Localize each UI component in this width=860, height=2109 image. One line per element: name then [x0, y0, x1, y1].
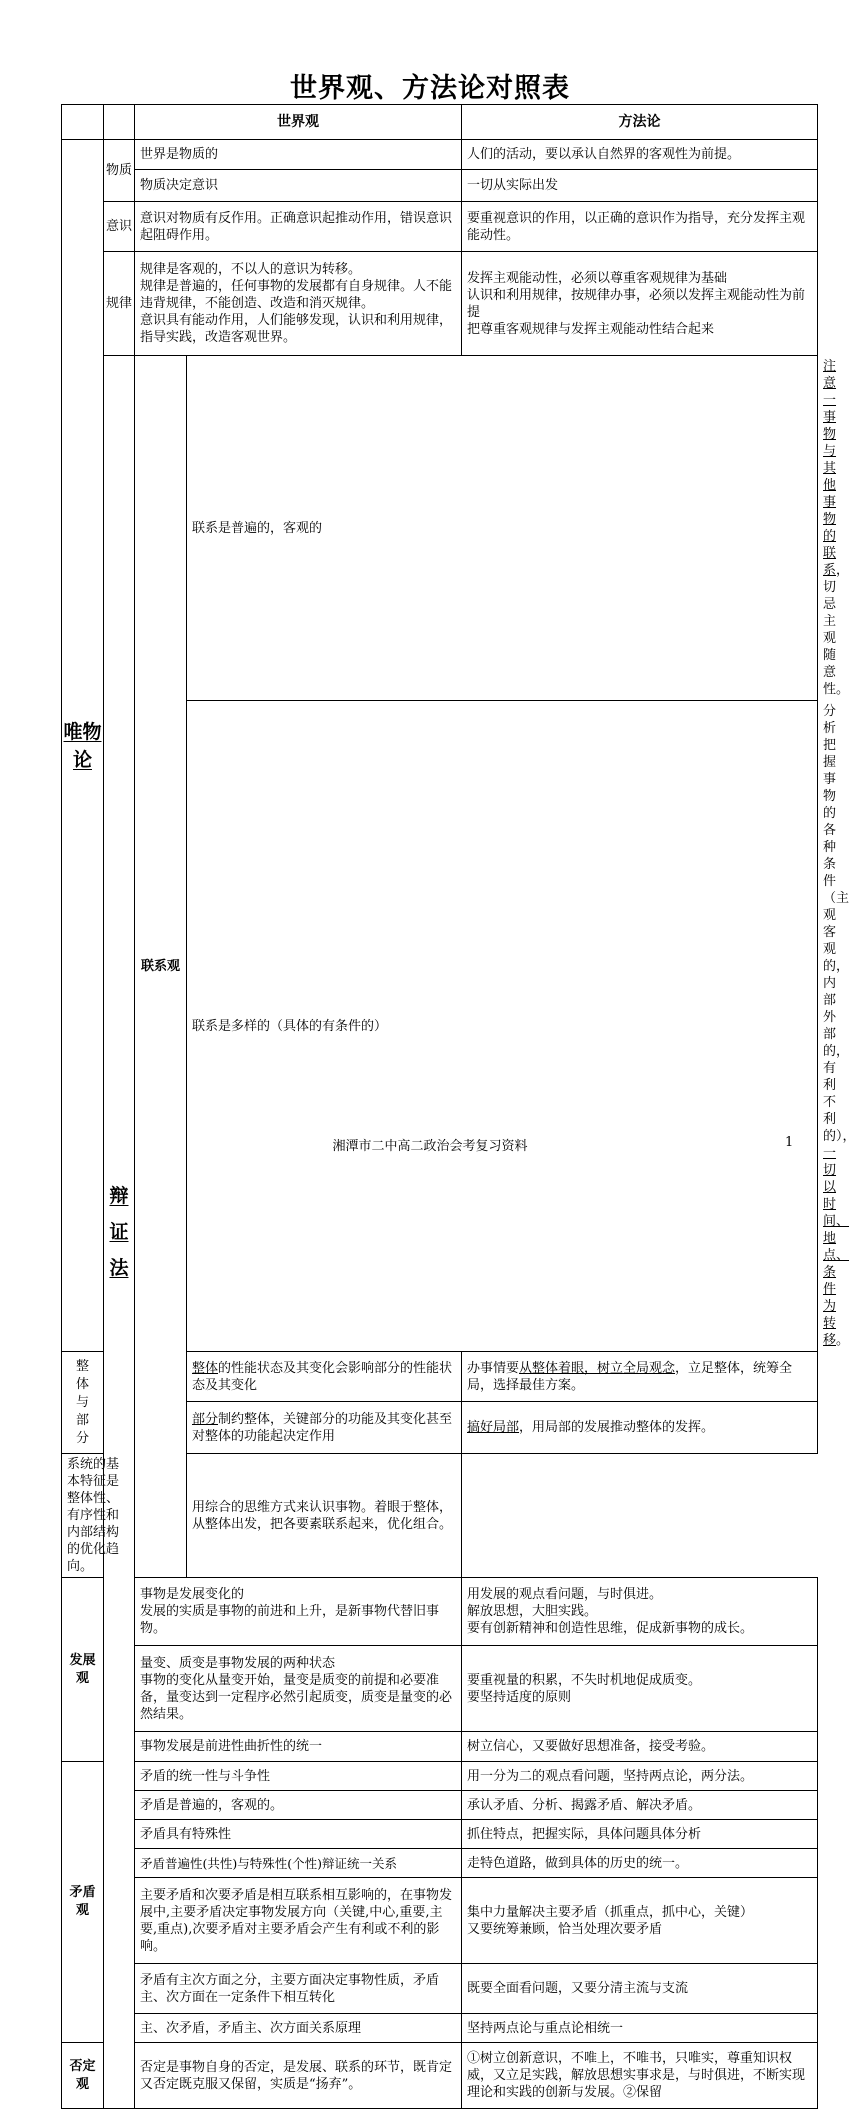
method-cell: 人们的活动，要以承认自然界的客观性为前提。	[462, 140, 818, 170]
table-row	[62, 140, 818, 170]
method-cell: 用综合的思维方式来认识事物。着眼于整体，从整体出发，把各要素联系起来，优化组合。	[187, 1454, 462, 1578]
worldview-cell: 世界是物质的	[135, 140, 462, 170]
method-cell: 走特色道路，做到具体的历史的统一。	[462, 1849, 818, 1878]
section-label: 辩证法	[109, 1185, 129, 1279]
table-row	[62, 1849, 818, 1878]
table-row	[62, 2014, 818, 2043]
worldview-cell	[135, 252, 462, 356]
table-row	[62, 170, 818, 202]
worldview-cell: 矛盾的统一性与斗争性	[135, 1762, 462, 1791]
underlined-text: 整体	[192, 1360, 219, 1376]
text: 制约整体，关键部分的功能及其变化甚至对整体的功能起决定作用	[192, 1411, 453, 1444]
text-line: 解放思想，大胆实践。	[467, 1604, 598, 1619]
method-cell	[462, 1352, 818, 1402]
text-line: 用发展的观点看问题，与时俱进。	[467, 1587, 663, 1602]
text: ，用局部的发展推动整体的发挥。	[519, 1420, 715, 1435]
text-line: 把尊重客观规律与发挥主观能动性结合起来	[467, 321, 715, 337]
worldview-cell: 矛盾是普遍的，客观的。	[135, 1791, 462, 1820]
sub-development: 发展观	[62, 1578, 104, 1762]
method-cell: 承认矛盾、分析、揭露矛盾、解决矛盾。	[462, 1791, 818, 1820]
text-line: 规律是普遍的，任何事物的发展都有自身规律。人不能违背规律，不能创造、改造和消灭规律。	[140, 279, 453, 311]
method-cell: 树立信心，又要做好思想准备，接受考验。	[462, 1732, 818, 1762]
worldview-cell: 系统的基本特征是整体性、有序性和内部结构的优化趋向。	[62, 1454, 135, 1578]
underlined-text: 注意一事物与其他事物的联系	[823, 359, 837, 578]
worldview-cell: 主、次矛盾，矛盾主、次方面关系原理	[135, 2014, 462, 2043]
text-line: 意识具有能动作用，人们能够发现，认识和利用规律，指导实践，改造客观世界。	[140, 313, 453, 345]
text: 。	[836, 1333, 850, 1348]
text-line: 要重视量的积累，不失时机地促成质变。	[467, 1672, 702, 1688]
header-worldview: 世界观	[135, 105, 462, 140]
sub-law: 规律	[104, 252, 135, 356]
text-line: 量变、质变是事物发展的两种状态	[140, 1655, 336, 1671]
text-line: 发挥主观能动性，必须以尊重客观规律为基础	[467, 270, 728, 286]
table-row	[62, 356, 818, 701]
table-row	[62, 1762, 818, 1791]
table-row	[62, 202, 818, 252]
underlined-text: 一切以时间、地点、条件为转移	[823, 1146, 850, 1348]
worldview-cell: 矛盾具有特殊性	[135, 1820, 462, 1849]
method-cell	[462, 1878, 818, 1964]
text: ，立足整体，统筹全局，选择最佳方案。	[467, 1360, 793, 1393]
worldview-cell: 矛盾有主次方面之分，主要方面决定事物性质，矛盾主、次方面在一定条件下相互转化	[135, 1964, 462, 2014]
text-line: 规律是客观的，不以人的意识为转移。	[140, 262, 362, 277]
method-cell	[462, 1578, 818, 1646]
section-dialectics	[104, 356, 135, 2109]
method-cell	[462, 252, 818, 356]
text-line: 要有创新精神和创造性思维，促成新事物的成长。	[467, 1621, 754, 1636]
underlined-text: 从整体着眼，树立全局观念	[519, 1360, 676, 1376]
worldview-cell	[135, 1646, 462, 1732]
table-row	[62, 1964, 818, 2014]
sub-connection: 联系观	[135, 356, 187, 1578]
text: 的性能状态及其变化会影响部分的性能状态及其变化	[192, 1360, 453, 1393]
method-cell: 用一分为二的观点看问题，坚持两点论，两分法。	[462, 1762, 818, 1791]
text-line: 认识和利用规律，按规律办事，必须以发挥主观能动性为前提	[467, 287, 806, 320]
method-cell: 既要全面看问题，又要分清主流与支流	[462, 1964, 818, 2014]
text: 分析把握事物的各种条件（主观客观的，内部外部的，有利不利的），	[823, 704, 856, 1144]
table-row	[62, 1878, 818, 1964]
worldview-cell: 联系是多样的（具体的有条件的）	[187, 701, 818, 1352]
worldview-cell	[135, 1578, 462, 1646]
text-line: 又要统筹兼顾，恰当处理次要矛盾	[467, 1921, 663, 1937]
sub-consciousness: 意识	[104, 202, 135, 252]
table-row	[62, 252, 818, 356]
worldview-cell: 意识对物质有反作用。正确意识起推动作用，错误意识起阻碍作用。	[135, 202, 462, 252]
worldview-cell: 主要矛盾和次要矛盾是相互联系相互影响的，在事物发展中,主要矛盾决定事物发展方向（关键,中心,重要,主要,重点),次要矛盾对主要矛盾会产生有利或不利的影响。	[135, 1878, 462, 1964]
underlined-text: 搞好局部	[467, 1420, 520, 1435]
text: 办事情要	[467, 1360, 520, 1376]
sub-matter: 物质	[104, 140, 135, 202]
worldview-cell: 联系是普遍的，客观的	[187, 356, 818, 701]
method-cell: 要重视意识的作用，以正确的意识作为指导，充分发挥主观能动性。	[462, 202, 818, 252]
page-title: 世界观、方法论对照表	[290, 73, 570, 104]
text-line: 集中力量解决主要矛盾（抓重点，抓中心，关键）	[467, 1904, 754, 1920]
worldview-cell	[187, 1352, 462, 1402]
sub-whole-part: 整体与部分	[62, 1352, 104, 1454]
method-cell: 抓住特点，把握实际，具体问题具体分析	[462, 1820, 818, 1849]
page-number: 1	[785, 1135, 794, 1150]
worldview-cell: 矛盾普遍性(共性)与特殊性(个性)辩证统一关系	[135, 1849, 462, 1878]
header-blank-1	[62, 105, 104, 140]
table-row	[62, 1578, 818, 1646]
header-method: 方法论	[462, 105, 818, 140]
method-cell	[462, 1402, 818, 1454]
underlined-text: 部分	[192, 1411, 219, 1427]
comparison-table	[61, 104, 856, 2109]
text-line: 事物是发展变化的	[140, 1587, 245, 1602]
table-row	[62, 2043, 818, 2109]
table-row	[62, 1791, 818, 1820]
footer-text: 湘潭市二中高二政治会考复习资料	[332, 1139, 528, 1154]
method-cell	[462, 1646, 818, 1732]
section-materialism	[62, 140, 104, 1352]
text-line: 要坚持适度的原则	[467, 1689, 572, 1705]
method-cell: ①树立创新意识，不唯上，不唯书，只唯实，尊重知识权威，又立足实践，解放思想实事求是，与时俱进，不断实现理论和实践的创新与发展。②保留	[462, 2043, 818, 2109]
table-row	[62, 1646, 818, 1732]
table-row	[62, 1820, 818, 1849]
text-line: 事物的变化从量变开始，量变是质变的前提和必要准备，量变达到一定程序必然引起质变，质变是量变的必然结果。	[140, 1672, 453, 1722]
table-row	[62, 1732, 818, 1762]
method-cell: 坚持两点论与重点论相统一	[462, 2014, 818, 2043]
section-label: 唯物论	[63, 720, 102, 771]
header-row	[62, 105, 818, 140]
header-blank-2	[104, 105, 135, 140]
text-line: 发展的实质是事物的前进和上升，是新事物代替旧事物。	[140, 1604, 440, 1636]
sub-contradiction: 矛盾观	[62, 1762, 104, 2043]
worldview-cell: 否定是事物自身的否定，是发展、联系的环节，既肯定又否定既克服又保留，实质是“扬弃”。	[135, 2043, 462, 2109]
worldview-cell	[187, 1402, 462, 1454]
text: ，切忌主观随意性。	[823, 563, 850, 697]
method-cell: 一切从实际出发	[462, 170, 818, 202]
worldview-cell: 事物发展是前进性曲折性的统一	[135, 1732, 462, 1762]
worldview-cell: 物质决定意识	[135, 170, 462, 202]
sub-negation: 否定观	[62, 2043, 104, 2109]
